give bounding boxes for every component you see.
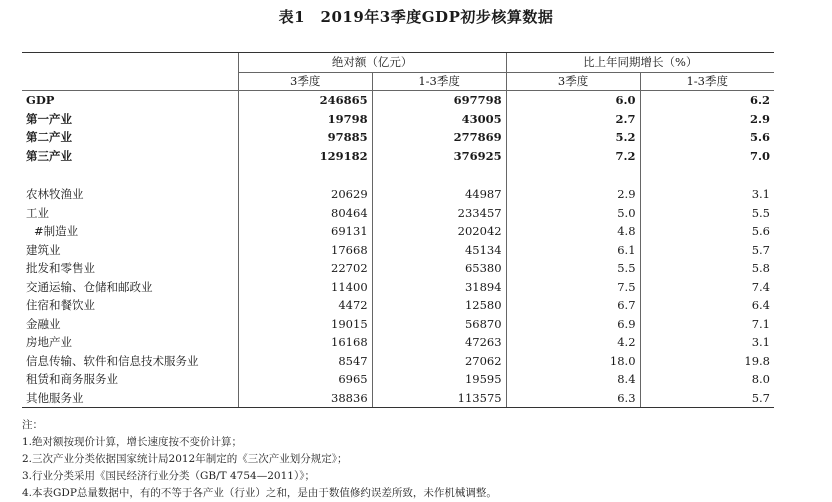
cell-value: 7.0 xyxy=(640,147,774,166)
header-growth-q3: 3季度 xyxy=(506,73,640,91)
cell-value: 43005 xyxy=(372,110,506,129)
cell-value: 31894 xyxy=(372,278,506,297)
cell-value: 6.3 xyxy=(506,389,640,408)
table-row xyxy=(22,222,774,241)
cell-value: 113575 xyxy=(372,389,506,408)
cell-value: 17668 xyxy=(238,241,372,260)
table-row xyxy=(22,296,774,315)
table-row xyxy=(22,389,774,408)
row-label: 租赁和商务服务业 xyxy=(26,372,118,386)
table-notes xyxy=(22,417,782,502)
cell-value: 7.5 xyxy=(506,278,640,297)
header-group-absolute: 绝对额（亿元） xyxy=(238,53,506,73)
cell-value: 5.5 xyxy=(506,259,640,278)
cell-value: 6.4 xyxy=(640,296,774,315)
row-label: 信息传输、软件和信息技术服务业 xyxy=(26,353,199,368)
cell-value: 697798 xyxy=(372,91,506,110)
cell-value: 376925 xyxy=(372,147,506,166)
table-row xyxy=(22,241,774,260)
row-label: 金融业 xyxy=(26,316,61,331)
cell-value: 11400 xyxy=(238,278,372,297)
header-group-growth: 比上年同期增长（%） xyxy=(506,53,774,73)
table-row xyxy=(22,333,774,352)
cell-value: 97885 xyxy=(238,128,372,147)
header-row-sub xyxy=(22,73,774,91)
spacer-row xyxy=(22,165,774,185)
table-row xyxy=(22,128,774,147)
cell-value: 6965 xyxy=(238,370,372,389)
cell-value: 6.9 xyxy=(506,315,640,334)
row-label: 其他服务业 xyxy=(22,389,238,408)
cell-value: 202042 xyxy=(372,222,506,241)
cell-value: 2.7 xyxy=(506,110,640,129)
gdp-table xyxy=(22,52,774,408)
table-row xyxy=(22,259,774,278)
cell-value: 5.6 xyxy=(640,128,774,147)
cell-value: 80464 xyxy=(238,204,372,223)
cell-value: 246865 xyxy=(238,91,372,110)
header-abs-q1-3: 1-3季度 xyxy=(372,73,506,91)
cell-value: 277869 xyxy=(372,128,506,147)
detail-rows xyxy=(22,185,774,408)
cell-value: 6.1 xyxy=(506,241,640,260)
cell-value: 6.0 xyxy=(506,91,640,110)
row-label: 工业 xyxy=(26,205,49,220)
cell-value: 5.7 xyxy=(640,389,774,408)
cell-value: 5.7 xyxy=(640,241,774,260)
header-row-group xyxy=(22,53,774,73)
main-rows xyxy=(22,91,774,166)
cell-value: 7.2 xyxy=(506,147,640,166)
row-label: GDP xyxy=(26,93,55,107)
cell-value: 5.2 xyxy=(506,128,640,147)
cell-value: 12580 xyxy=(372,296,506,315)
table-row xyxy=(22,352,774,371)
header-corner-sub xyxy=(22,73,238,91)
table-row xyxy=(22,147,774,166)
cell-value: 2.9 xyxy=(640,110,774,129)
cell-value: 18.0 xyxy=(506,352,640,371)
note-item: 1.绝对额按现价计算，增长速度按不变价计算； xyxy=(22,436,243,448)
cell-value: 129182 xyxy=(238,147,372,166)
row-label: 交通运输、仓储和邮政业 xyxy=(26,279,153,294)
table-title: 表1 2019年3季度GDP初步核算数据 xyxy=(278,8,554,26)
cell-value: 6.7 xyxy=(506,296,640,315)
cell-value: 233457 xyxy=(372,204,506,223)
cell-value: 4.8 xyxy=(506,222,640,241)
cell-value: 2.9 xyxy=(506,185,640,204)
row-label: 建筑业 xyxy=(26,242,61,257)
cell-value: 45134 xyxy=(372,241,506,260)
cell-value: 16168 xyxy=(238,333,372,352)
cell-value: 19.8 xyxy=(640,352,774,371)
cell-value: 8.0 xyxy=(640,370,774,389)
table-row xyxy=(22,204,774,223)
cell-value: 65380 xyxy=(372,259,506,278)
cell-value: 19015 xyxy=(238,315,372,334)
row-label: 房地产业 xyxy=(26,335,72,349)
table-row xyxy=(22,315,774,334)
cell-value: 5.8 xyxy=(640,259,774,278)
cell-value: 38836 xyxy=(238,389,372,408)
note-heading: 注： xyxy=(22,419,43,431)
cell-value: 20629 xyxy=(238,185,372,204)
table-row xyxy=(22,91,774,110)
cell-value: 7.4 xyxy=(640,278,774,297)
table-row xyxy=(22,370,774,389)
cell-value: 5.6 xyxy=(640,222,774,241)
cell-value: 27062 xyxy=(372,352,506,371)
table-row xyxy=(22,278,774,297)
cell-value: 19798 xyxy=(238,110,372,129)
cell-value: 7.1 xyxy=(640,315,774,334)
row-label: 第二产业 xyxy=(26,130,72,144)
cell-value: 44987 xyxy=(372,185,506,204)
cell-value: 3.1 xyxy=(640,333,774,352)
cell-value: 6.2 xyxy=(640,91,774,110)
cell-value: 4.2 xyxy=(506,333,640,352)
table-row xyxy=(22,110,774,129)
row-label: 住宿和餐饮业 xyxy=(26,298,95,312)
table-row xyxy=(22,185,774,204)
cell-value: 5.0 xyxy=(506,204,640,223)
row-label: 第一产业 xyxy=(26,111,72,126)
row-label: 农林牧渔业 xyxy=(26,187,84,201)
header-growth-q1-3: 1-3季度 xyxy=(640,73,774,91)
cell-value: 56870 xyxy=(372,315,506,334)
note-item: 3.行业分类采用《国民经济行业分类（GB/T 4754—2011）》； xyxy=(22,470,315,482)
cell-value: 19595 xyxy=(372,370,506,389)
header-corner xyxy=(22,53,238,73)
cell-value: 22702 xyxy=(238,259,372,278)
cell-value: 8547 xyxy=(238,352,372,371)
cell-value: 4472 xyxy=(238,296,372,315)
cell-value: 69131 xyxy=(238,222,372,241)
row-label: 批发和零售业 xyxy=(26,261,95,275)
header-abs-q3: 3季度 xyxy=(238,73,372,91)
note-item: 4.本表GDP总量数据中，有的不等于各产业（行业）之和，是由于数值修约误差所致，未作机械调整。 xyxy=(22,487,497,499)
cell-value: 8.4 xyxy=(506,370,640,389)
note-item: 2.三次产业分类依据国家统计局2012年制定的《三次产业划分规定》； xyxy=(22,453,348,465)
cell-value: 5.5 xyxy=(640,204,774,223)
row-label: #制造业 xyxy=(34,224,79,238)
row-label: 第三产业 xyxy=(26,148,72,163)
cell-value: 3.1 xyxy=(640,185,774,204)
cell-value: 47263 xyxy=(372,333,506,352)
